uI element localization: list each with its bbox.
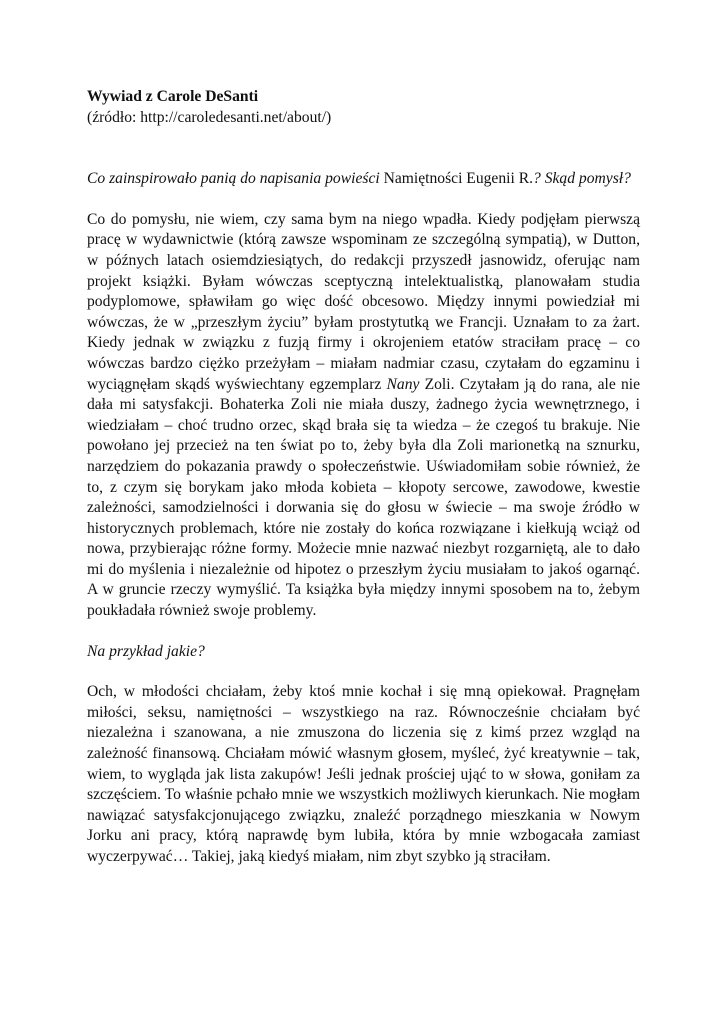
question-1 xyxy=(87,169,640,190)
book-title: Namiętności Eugenii R. xyxy=(383,170,534,188)
source-line: (źródło: http://caroledesanti.net/about/) xyxy=(87,108,332,126)
answer-1-part-2: Zoli. Czytałam ją do rana, ale nie dała mi satysfakcji. Bohaterka Zoli nie miała duszy, żadnego życia wewnętrznego, i wiedziałam – choć trudno orzec, skąd brała się ta wiedza – że czegoś tu brakuje. Nie powołano jej przecież na ten świat po to, żeby była dla Zoli marionetką na sznurku, narzędziem do pokazania prawdy o społeczeństwie. Uświadomiłam sobie również, że to, z czym się borykam jako młoda kobieta – kłopoty sercowe, zawodowe, kwestie zależności, samodzielności i dorwania się do głosu w świecie – ma swoje źródło w historycznych problemach, które nie zostały do końca rozwiązane i kiełkują wciąż od nowa, przybierając różne formy. Możecie mnie nazwać niezbyt rozgarniętą, ale to dało mi do myślenia i niezależnie od hipotez o przeszłym życiu musiałam to jakoś ogarnąć. A w gruncie rzeczy wymyślić. Ta książka była między innymi sposobem na to, żebym poukładała również swoje problemy. xyxy=(87,375,640,620)
question-2: Na przykład jakie? xyxy=(87,642,205,660)
answer-1 xyxy=(87,210,640,622)
answer-1-part-1: Co do pomysłu, nie wiem, czy sama bym na niego wpadła. Kiedy podjęłam pierwszą pracę w wydawnictwie (którą zawsze wspominam ze szczególną sympatią), w Dutton, w późnych latach osiemdziesiątych, do redakcji przyszedł jasnowidz, oferując nam projekt książki. Byłam wówczas sceptyczną intelektualistką, planowałam studia podyplomowe, spławiłam go więc dość obcesowo. Między innymi powiedział mi wówczas, że w „przeszłym życiu” byłam prostytutką we Francji. Uznałam to za żart. Kiedy jednak w związku z fuzją firmy i okrojeniem etatów straciłam pracę – co wówczas bardzo ciężko przeżyłam – miałam nadmiar czasu, czytałam do egzaminu i wyciągnęłam skądś wyświechtany egzemplarz xyxy=(87,210,640,393)
question-1-before: Co zainspirowało panią do napisania powieści xyxy=(87,170,384,188)
question-1-after: ? Skąd pomysł? xyxy=(533,170,631,188)
nana-title: Nany xyxy=(386,375,420,393)
document-page xyxy=(87,87,640,868)
document-title: Wywiad z Carole DeSanti xyxy=(87,88,259,105)
answer-2: Och, w młodości chciałam, żeby ktoś mnie kochał i się mną opiekował. Pragnęłam miłości, seksu, namiętności – wszystkiego na raz. Równocześnie chciałam być niezależna i szanowana, a nie zmuszona do liczenia się z kimś przez wzgląd na zależność finansową. Chciałam mówić własnym głosem, myśleć, żyć kreatywnie – tak, wiem, to wygląda jak lista zakupów! Jeśli jednak prościej ująć to w słowa, goniłam za szczęściem. To właśnie pchało mnie we wszystkich możliwych kierunkach. Nie mogłam nawiązać satysfakcjonującego związku, znaleźć porządnego mieszkania w Nowym Jorku ani pracy, którą naprawdę bym lubiła, która by mnie wzbogacała zamiast wyczerpywać… Takiej, jaką kiedyś miałam, nim zbyt szybko ją straciłam. xyxy=(87,683,640,865)
